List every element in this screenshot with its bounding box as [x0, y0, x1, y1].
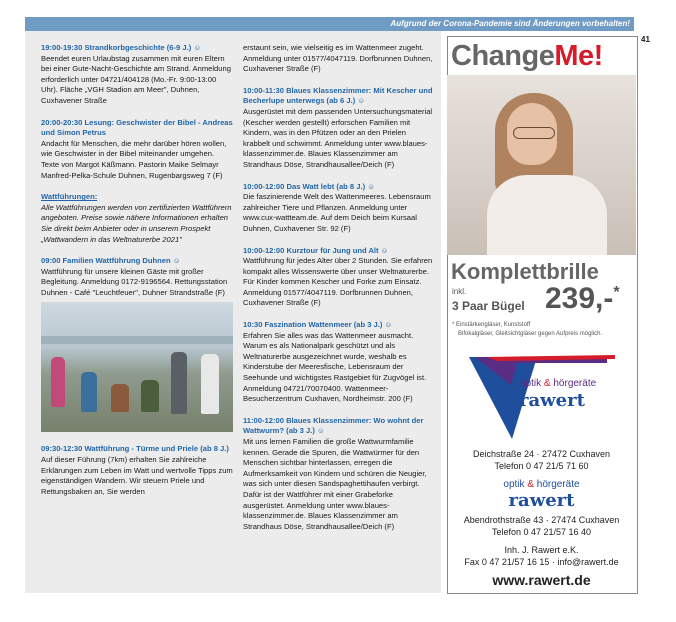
mudflat-group-photo — [41, 302, 233, 432]
event-description: Wattführung für jedes Alter über 2 Stunden. Sie erfahren kompakt alles Wissenswerte über unser Weltnaturerbe. Für Kinder kommen Kescher und Forke zum Einsatz. Anmeldung 01577/4047119. Dorfbrunnen Duhnen, Cuxhavener Straße (F) — [243, 256, 433, 308]
brand-hoergeraete: hörgeräte — [553, 378, 597, 389]
offer-headline: Komplettbrille — [451, 259, 599, 284]
middle-column — [243, 43, 433, 543]
brand-ampersand: & — [527, 479, 534, 490]
event-title: 10:30 Faszination Wattenmeer (ab 3 J.) ☺ — [243, 320, 393, 330]
event-wattwurm — [243, 416, 433, 533]
event-title: 20:00-20:30 Lesung: Geschwister der Bibel - Andreas und Simon Petrus — [41, 117, 233, 138]
photo-person — [51, 357, 65, 407]
event-title: 09:30-12:30 Wattführung - Türme und Priele (ab 8 J.) — [41, 444, 229, 454]
event-description: Auf dieser Führung (7km) erhalten Sie zahlreiche Erklärungen zum Leben im Watt und wertvolle Tipps zum eigenständigen Wandern. Wir steuern Priele und Rettungsbaken an, Sie werden — [41, 455, 233, 496]
photo-body — [487, 175, 607, 255]
event-das-watt-lebt — [243, 182, 433, 235]
offer-inkl: inkl. — [452, 287, 467, 296]
event-title: 10:00-12:00 Kurztour für Jung und Alt ☺ — [243, 245, 389, 255]
website-link[interactable]: www.rawert.de — [492, 572, 591, 588]
photo-person — [81, 372, 97, 412]
event-title: 10:00-11:30 Blaues Klassenzimmer: Mit Kescher und Becherlupe unterwegs (ab 6 J.) ☺ — [243, 85, 433, 106]
owner-line: Inh. J. Rawert e.K. — [504, 545, 579, 555]
address-line: Abendrothstraße 43 · 27474 Cuxhaven — [463, 515, 620, 525]
changeme-logo — [451, 40, 632, 74]
phone-line: Telefon 0 47 21/5 71 60 — [494, 461, 589, 471]
photo-glasses — [513, 127, 555, 139]
event-title: 09:00 Familien Wattführung Duhnen ☺ — [41, 256, 181, 266]
left-column — [41, 43, 233, 508]
event-faszination-wattenmeer — [243, 320, 433, 405]
offer-price — [545, 282, 620, 316]
brand-subtitle-2 — [447, 479, 636, 490]
event-kurztour — [243, 246, 433, 310]
photo-person — [171, 352, 187, 414]
event-description: Ausgerüstet mit dem passenden Untersuchungsmaterial (Kescher werden gestellt) erforschen Familien mit Kindern, was in den Pfützen oder an den Prielen krabbelt und schwimmt. Anmeldung unter www.blaues-klassenzimmer.de. Blaues Klassenzimmer am Strandhaus Döse, Strandhausallee/Deich (F) — [243, 106, 433, 169]
page-number: 41 — [641, 35, 650, 44]
event-strandkorbgeschichte — [41, 43, 233, 107]
logo-part-b: Me! — [554, 40, 603, 72]
logo-part-a: Change — [451, 40, 555, 72]
brand-subtitle — [520, 378, 596, 389]
photo-person — [201, 354, 219, 414]
event-title: 11:00-12:00 Blaues Klassenzimmer: Wo wohnt der Wattwurm? (ab 3 J.) ☺ — [243, 415, 424, 436]
event-title: 10:00-12:00 Das Watt lebt (ab 8 J.) ☺ — [243, 181, 375, 191]
fax-email-line: Fax 0 47 21/57 16 15 · info@rawert.de — [464, 557, 619, 567]
photo-person — [141, 380, 159, 412]
section-intro: Alle Wattführungen werden von zertifizierten Wattführern angeboten. Preise sowie nähere Informationen erhalten Sie direkt beim Anbieter oder in unserem Prospekt „Wattwandern in das Weltnaturerbe 2021" — [41, 202, 232, 244]
address-2 — [447, 514, 636, 538]
model-photo — [447, 75, 636, 255]
corona-notice-banner: Aufgrund der Corona-Pandemie sind Änderungen vorbehalten! — [25, 17, 634, 31]
event-description: Beendet euren Urlaubstag zusammen mit euren Eltern bei einer Gute-Nacht-Geschichte am Strand. Anmeldung erforderlich unter 04721/404128 (Mo.-Fr. 9:00-13:00 Uhr). Fläche „VGH Stadion am Meer", Duhnen, Cuxhavener Straße — [41, 53, 231, 105]
price-star: * — [613, 284, 620, 301]
event-description: Andacht für Menschen, die mehr darüber hören wollen, wie Geschwister in der Bibel miteinander umgehen. Texte von Margot Käßmann. Pastorin Maike Selmayr Manfred-Pelka-Schule Duhnen, Rugenbargsweg 7 (F) — [41, 138, 227, 180]
brand-ampersand: & — [543, 378, 551, 389]
event-description: Die faszinierende Welt des Wattenmeeres. Lebensraum zahlreicher Tiere und Pflanzen. Anmeldung unter www.cux-wattteam.de. Auf dem Deich beim Kursaal Duhnen, Cuxhavener Str. 92 (F) — [243, 192, 431, 233]
event-familien-wattfuehrung — [41, 256, 233, 298]
address-line: Deichstraße 24 · 27472 Cuxhaven — [472, 449, 611, 459]
price-value: 239,- — [545, 282, 614, 315]
section-heading-wattfuehrungen: Wattführungen: — [41, 192, 98, 202]
fine-print-2: Bifokalgläser, Gleitsichtgläser gegen Aufpreis möglich. — [458, 331, 603, 337]
address-1 — [447, 448, 636, 472]
event-description: Wattführung für unsere kleinen Gäste mit großer Begleitung. Anmeldung 0172-9196564. Rettungsstation Duhnen - Café "Leuchtfeuer", Duhner Strandstraße (F) — [41, 266, 228, 297]
owner-contact — [447, 544, 636, 568]
event-description: Erfahren Sie alles was das Wattenmeer ausmacht. Warum es als Nationalpark geschützt und als Weltnaturerbe ausgezeichnet wurde, weshalb es Kinderstube der Meeresfische, Lebensraum der Seehunde und wichtigstes Rastgebiet für Zugvögel ist. Anmeldung 04721/70070400. Wattenmeer-Besucherzentrum Cuxhaven, Nordheimstr. 200 (F) — [243, 330, 427, 404]
phone-line: Telefon 0 47 21/57 16 40 — [491, 527, 592, 537]
photo-sea — [41, 336, 233, 344]
event-kescher-becherlupe — [243, 86, 433, 171]
event-tuerme-und-priele — [41, 444, 233, 497]
continued-text: erstaunt sein, wie vielseitig es im Wattenmeer zugeht. Anmeldung unter 01577/4047119. Dorfbrunnen Duhnen, Cuxhavener Straße (F) — [243, 43, 433, 74]
brand-name: rawert — [519, 390, 585, 411]
event-title: 19:00-19:30 Strandkorbgeschichte (6-9 J.) ☺ — [41, 43, 202, 52]
event-description: Mit uns lernen Familien die große Wattwurmfamilie kennen. Gerade die Spuren, die Wattwürmer für den Menschen sichtbar hinterlassen, erregen die Aufmerksamkeit von Kindern und schüren die Neugier, was sich unter diesen Sandspaghettihaufen verbirgt. Dafür ist der Wattführer mit einer Grabeforke ausgerüstet. Anmeldung unter www.blaues-klassenzimmer.de. Blaues Klassenzimmer am Strandhaus Döse, Strandhausallee/Deich (F) — [243, 437, 427, 531]
fine-print-1: * Einstärkengläser, Kunststoff — [452, 322, 531, 328]
brand-name-2: rawert — [508, 490, 575, 511]
brand-optik: optik — [520, 378, 542, 389]
brand-hoergeraete: hörgeräte — [536, 479, 580, 490]
photo-person — [111, 384, 129, 412]
brand-optik: optik — [503, 479, 525, 490]
offer-detail: 3 Paar Bügel — [452, 299, 525, 313]
event-lesung — [41, 118, 233, 182]
